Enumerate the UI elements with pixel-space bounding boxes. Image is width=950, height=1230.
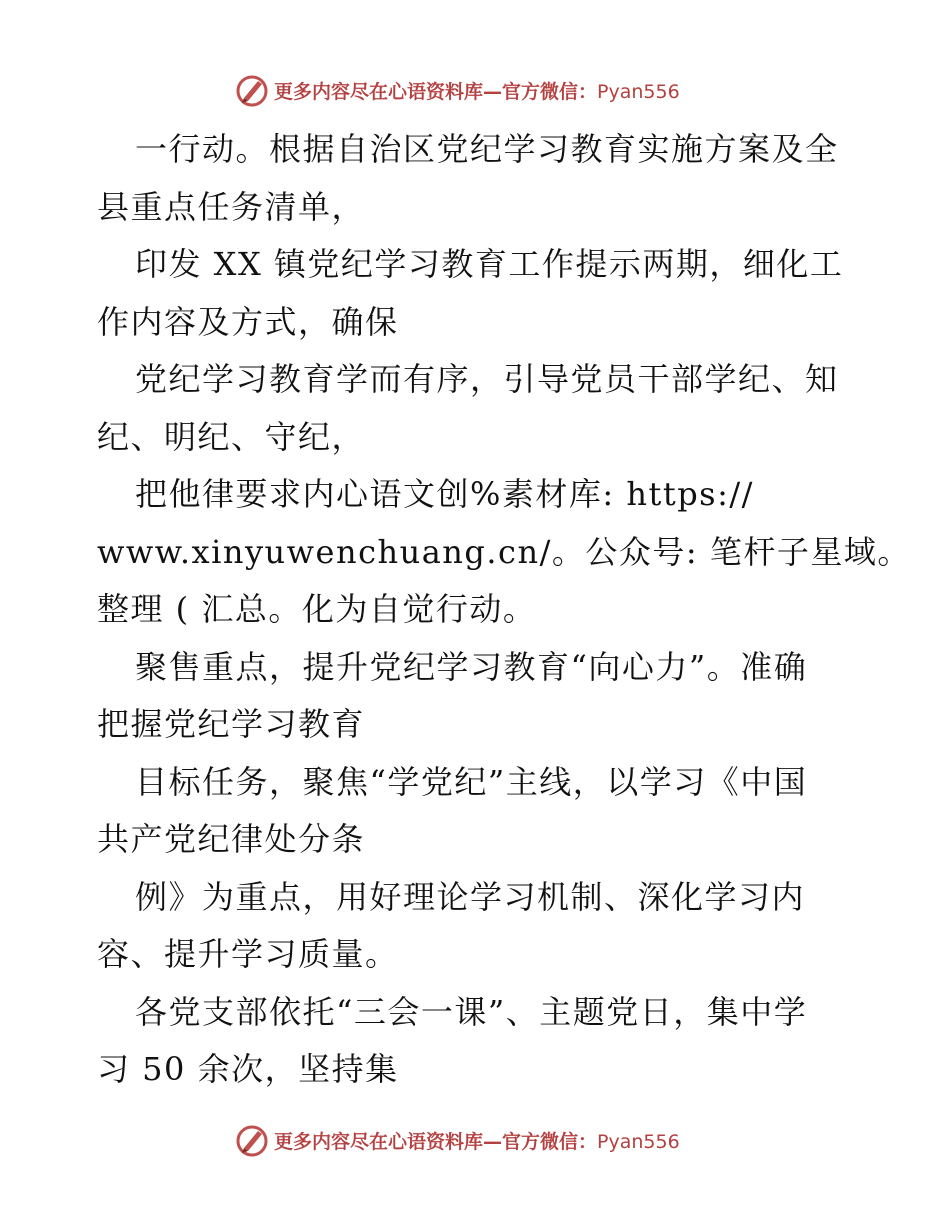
text-line: 容、提升学习质量。 <box>97 935 399 973</box>
text-line: 作内容及方式，确保 <box>97 302 399 341</box>
document-body <box>97 121 911 1099</box>
text-line: 整理 ( 汇总。化为自觉行动。 <box>97 590 537 628</box>
watermark-text <box>274 77 680 104</box>
watermark-official-text: 官方微信： <box>502 1130 598 1153</box>
text-line: 习 50 余次，坚持集 <box>97 1050 399 1088</box>
footer-watermark <box>234 1120 680 1160</box>
watermark-text <box>274 1127 680 1154</box>
watermark-account-text: Pyan556 <box>597 80 680 103</box>
watermark-official-text: 官方微信： <box>502 80 598 103</box>
text-line: 目标任务，聚焦“学党纪”主线，以学习《中国 <box>135 762 808 801</box>
watermark-site-text: 更多内容尽在心语资料库— <box>274 1130 503 1153</box>
pen-circle-logo-icon <box>234 72 270 108</box>
text-line: 把他律要求内心语文创%素材库: https:// <box>135 475 754 513</box>
text-line: 例》为重点，用好理论学习机制、深化学习内 <box>135 877 806 916</box>
text-line: 一行动。根据自治区党纪学习教育实施方案及全 <box>135 130 839 168</box>
text-line: 聚售重点，提升党纪学习教育“向心力”。准确 <box>135 647 808 686</box>
watermark-account-text: Pyan556 <box>597 1130 680 1153</box>
watermark-site-text: 更多内容尽在心语资料库— <box>274 80 503 103</box>
text-line: 各党支部依托“三会一课”、主题党日，集中学 <box>135 992 808 1031</box>
text-line: 纪、明纪、守纪， <box>97 417 366 456</box>
pen-circle-logo-icon <box>234 1122 270 1158</box>
text-line: www.xinyuwenchuang.cn/。公众号: 笔杆子星域。 <box>97 532 911 571</box>
text-line: 县重点任务清单， <box>97 187 366 226</box>
header-watermark <box>234 70 680 110</box>
text-line: 党纪学习教育学而有序，引导党员干部学纪、知 <box>135 360 839 398</box>
text-line: 印发 XX 镇党纪学习教育工作提示两期，细化工 <box>135 245 844 283</box>
text-line: 把握党纪学习教育 <box>97 705 366 743</box>
text-line: 共产党纪律处分条 <box>97 820 366 858</box>
